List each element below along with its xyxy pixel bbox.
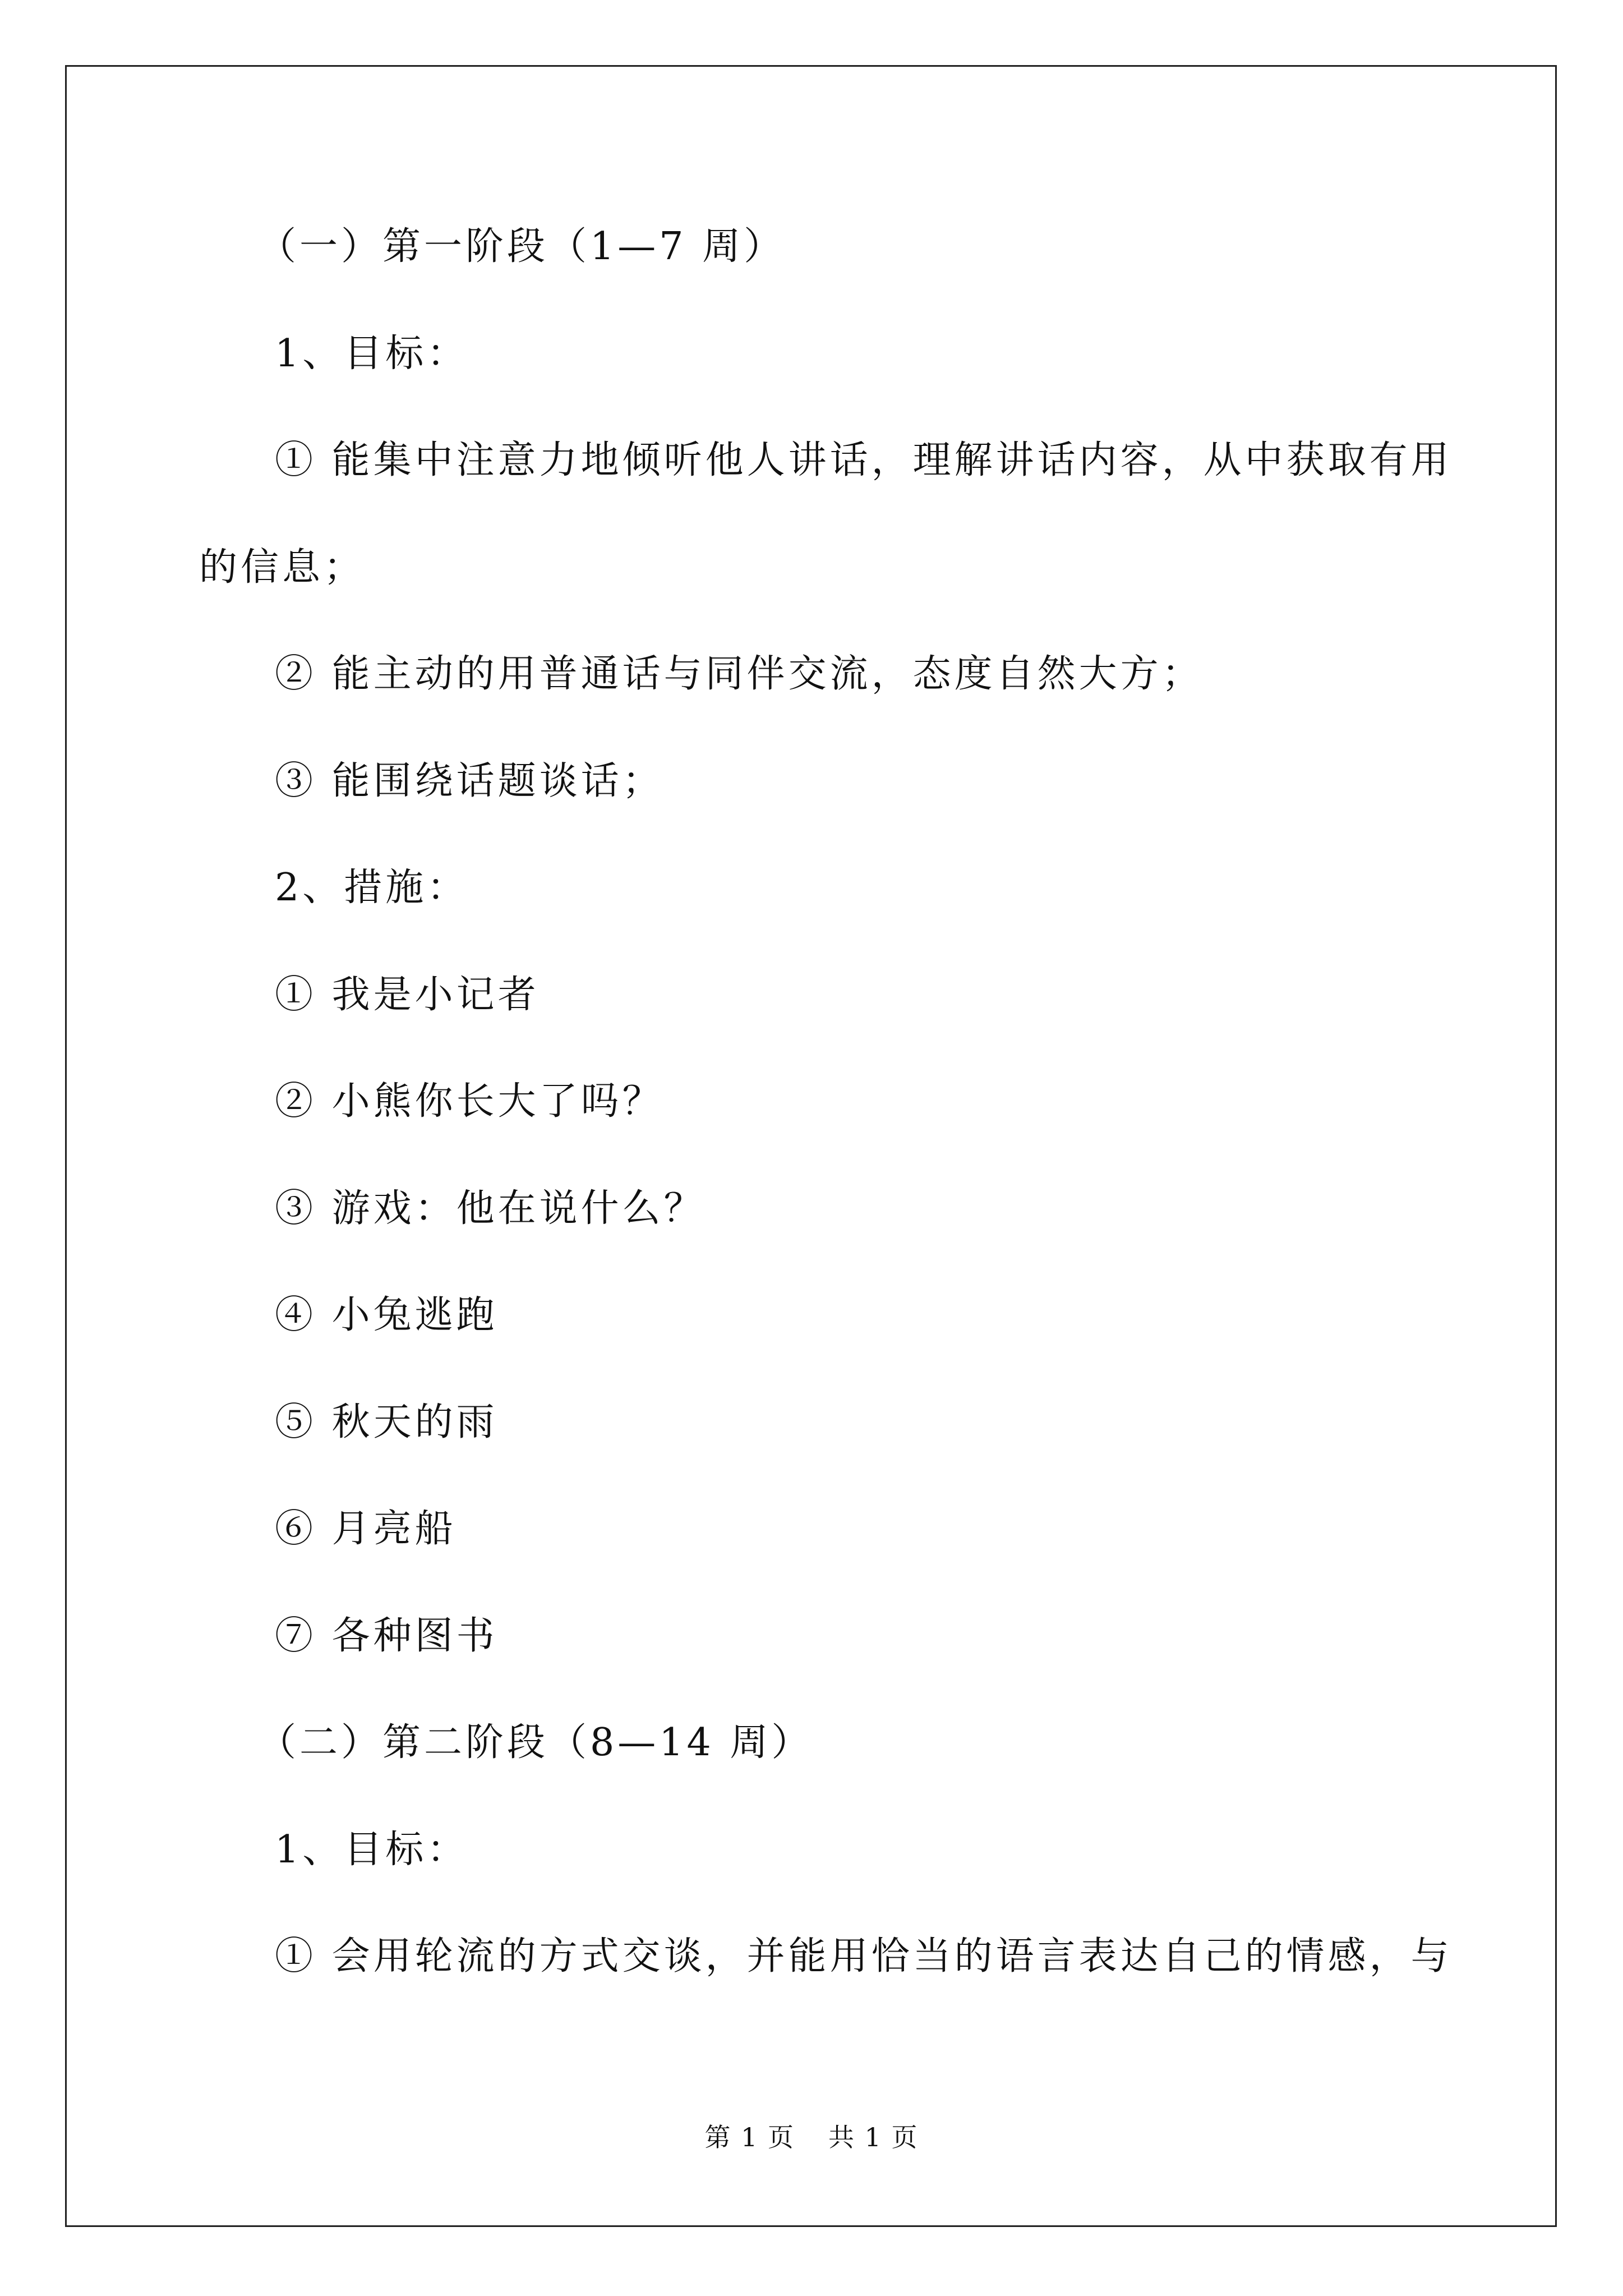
text-line-stage-1-measure-3: ③ 游戏：他在说什么？ bbox=[275, 1186, 706, 1231]
text-line-stage-1-goal-3: ③ 能围绕话题谈话； bbox=[275, 759, 664, 803]
page-footer bbox=[0, 2120, 1623, 2154]
text-line-stage-1-heading: （一）第一阶段（1—7 周） bbox=[258, 224, 786, 269]
text-line-stage-1-measure-4: ④ 小兔逃跑 bbox=[275, 1293, 498, 1337]
text-line-stage-2-goal-label: 1、目标： bbox=[275, 1828, 469, 1872]
text-line-stage-1-goal-1a: ① 能集中注意力地倾听他人讲话，理解讲话内容，从中获取有用 bbox=[275, 438, 1453, 482]
text-line-stage-2-heading: （二）第二阶段（8—14 周） bbox=[258, 1720, 813, 1765]
text-line-stage-1-measure-2: ② 小熊你长大了吗？ bbox=[275, 1079, 664, 1124]
text-line-stage-1-measure-6: ⑥ 月亮船 bbox=[275, 1507, 457, 1551]
page-number-total: 共 1 页 bbox=[828, 2122, 919, 2152]
page-frame bbox=[65, 65, 1557, 2227]
text-line-stage-1-goal-2: ② 能主动的用普通话与同伴交流，态度自然大方； bbox=[275, 652, 1204, 696]
text-line-stage-1-measure-5: ⑤ 秋天的雨 bbox=[275, 1400, 498, 1444]
text-line-stage-1-goal-1b: 的信息； bbox=[199, 545, 366, 590]
page-number-current: 第 1 页 bbox=[704, 2122, 795, 2152]
text-line-stage-1-measures-label: 2、措施： bbox=[275, 866, 469, 910]
text-line-stage-1-measure-7: ⑦ 各种图书 bbox=[275, 1614, 498, 1658]
text-line-stage-1-measure-1: ① 我是小记者 bbox=[275, 973, 540, 1017]
text-line-stage-2-goal-1a: ① 会用轮流的方式交谈，并能用恰当的语言表达自己的情感，与 bbox=[275, 1934, 1453, 1978]
text-line-stage-1-goal-label: 1、目标： bbox=[275, 332, 469, 376]
